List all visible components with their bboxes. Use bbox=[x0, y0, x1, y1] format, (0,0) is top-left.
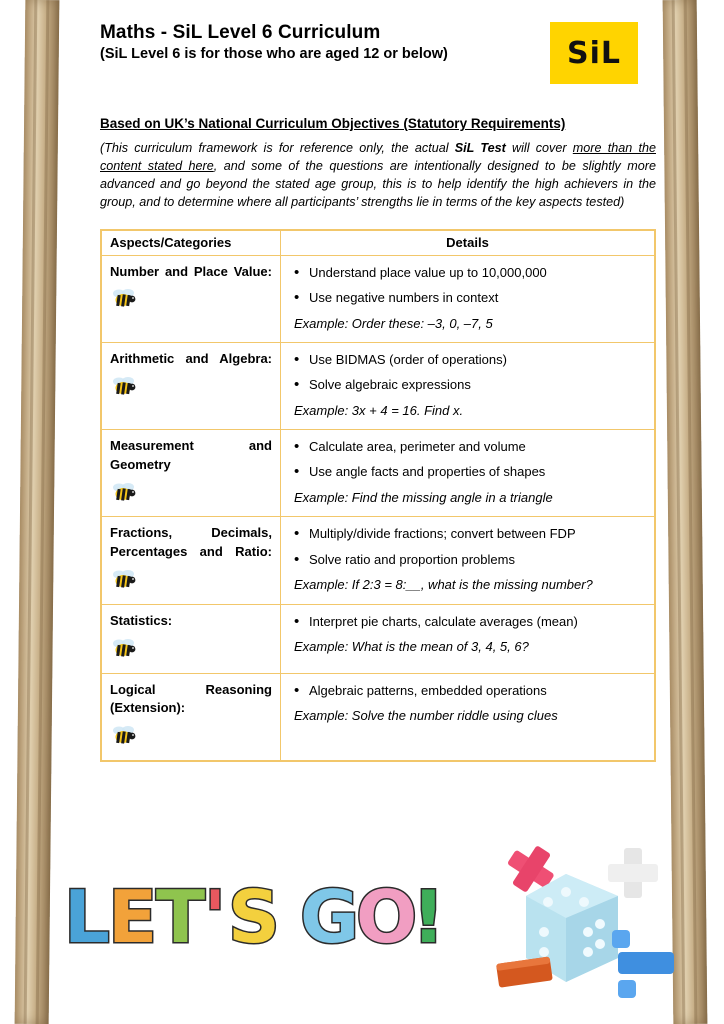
detail-list bbox=[289, 437, 646, 482]
list-item: • Solve ratio and proportion problems bbox=[309, 550, 646, 570]
row-category-cell bbox=[102, 673, 281, 761]
page-subtitle: (SiL Level 6 is for those who are aged 12 or below) bbox=[100, 46, 448, 62]
bee-icon bbox=[110, 725, 272, 751]
list-item: • Algebraic patterns, embedded operations bbox=[309, 681, 646, 701]
svg-text:G: G bbox=[300, 876, 360, 959]
intro-body bbox=[100, 140, 656, 212]
document-header bbox=[90, 22, 638, 94]
category-label: Measurement and Geometry bbox=[110, 437, 272, 472]
row-details-cell bbox=[281, 342, 655, 429]
curriculum-table-wrapper bbox=[100, 229, 656, 763]
row-category-cell bbox=[102, 429, 281, 517]
row-details-cell bbox=[281, 604, 655, 673]
example-text: Example: What is the mean of 3, 4, 5, 6? bbox=[294, 639, 529, 655]
row-category-cell bbox=[102, 255, 281, 342]
detail-list bbox=[289, 350, 646, 395]
row-category-cell bbox=[102, 604, 281, 673]
category-label: Fractions, Decimals, Percentages and Ratio: bbox=[110, 525, 272, 560]
intro-part-1: (This curriculum framework is for reference only, the actual bbox=[100, 141, 455, 155]
svg-text:E: E bbox=[108, 876, 158, 959]
column-header-details: Details bbox=[281, 230, 655, 255]
detail-list bbox=[289, 681, 646, 701]
detail-list bbox=[289, 524, 646, 569]
intro-underlined-phrase: more than the content stated here bbox=[100, 141, 656, 173]
row-details-cell bbox=[281, 429, 655, 517]
bee-icon bbox=[110, 638, 272, 664]
svg-text:!: ! bbox=[412, 876, 445, 959]
list-item: • Solve algebraic expressions bbox=[309, 375, 646, 395]
row-details-cell bbox=[281, 673, 655, 761]
example-text: Example: Order these: –3, 0, –7, 5 bbox=[294, 315, 493, 331]
row-category-cell bbox=[102, 517, 281, 605]
list-item: • Use angle facts and properties of shapes bbox=[309, 462, 646, 482]
example-text: Example: Solve the number riddle using clues bbox=[294, 708, 558, 724]
intro-heading: Based on UK’s National Curriculum Objectives (Statutory Requirements) bbox=[100, 116, 566, 131]
detail-list bbox=[289, 263, 646, 308]
sil-logo bbox=[550, 22, 638, 84]
table-row bbox=[102, 604, 655, 673]
lets-go-text-art bbox=[60, 876, 460, 966]
column-header-aspects: Aspects/Categories bbox=[102, 230, 281, 255]
row-category-cell bbox=[102, 342, 281, 429]
list-item: • Use BIDMAS (order of operations) bbox=[309, 350, 646, 370]
list-item: • Interpret pie charts, calculate averages (mean) bbox=[309, 612, 646, 632]
table-row bbox=[102, 255, 655, 342]
example-text: Example: If 2:3 = 8:__, what is the missing number? bbox=[294, 577, 593, 593]
list-item: • Understand place value up to 10,000,000 bbox=[309, 263, 646, 283]
table-row bbox=[102, 429, 655, 517]
category-label: Logical Reasoning (Extension): bbox=[110, 681, 272, 716]
row-details-cell bbox=[281, 255, 655, 342]
category-label: Arithmetic and Algebra: bbox=[110, 350, 272, 366]
example-text: Example: Find the missing angle in a triangle bbox=[294, 489, 553, 505]
category-label: Statistics: bbox=[110, 612, 173, 628]
bee-icon bbox=[110, 482, 272, 508]
list-item: • Calculate area, perimeter and volume bbox=[309, 437, 646, 457]
list-item: • Use negative numbers in context bbox=[309, 288, 646, 308]
row-details-cell bbox=[281, 517, 655, 605]
intro-part-2: will cover bbox=[505, 141, 573, 155]
table-header-row bbox=[102, 230, 655, 255]
table-row bbox=[102, 342, 655, 429]
intro-bold-sil-test: SiL Test bbox=[454, 141, 506, 155]
svg-text:T: T bbox=[156, 876, 206, 959]
example-text: Example: 3x + 4 = 16. Find x. bbox=[294, 402, 464, 418]
curriculum-table bbox=[101, 230, 655, 762]
dice-illustration bbox=[490, 844, 690, 1004]
bee-icon bbox=[110, 569, 272, 595]
svg-text:': ' bbox=[204, 876, 227, 959]
svg-text:L: L bbox=[64, 876, 110, 959]
bee-icon bbox=[110, 376, 272, 402]
table-row bbox=[102, 673, 655, 761]
svg-text:O: O bbox=[356, 876, 418, 959]
list-item: • Multiply/divide fractions; convert between FDP bbox=[309, 524, 646, 544]
page-title: Maths - SiL Level 6 Curriculum bbox=[100, 22, 381, 43]
intro-part-3: , and some of the questions are intentionally designed to be slightly more advanced and go beyond the stated age group, this is to help identify the high achievers in the group, and to determine where all participants’ strengths lie in terms of the key aspects tested) bbox=[100, 158, 656, 209]
logo-text: SiL bbox=[566, 35, 621, 71]
detail-list bbox=[289, 612, 646, 632]
table-row bbox=[102, 517, 655, 605]
intro-block bbox=[100, 116, 656, 212]
bee-icon bbox=[110, 288, 272, 314]
footer-artwork bbox=[0, 829, 724, 1024]
category-label: Number and Place Value: bbox=[110, 263, 272, 279]
table-body bbox=[102, 255, 655, 761]
svg-text:S: S bbox=[228, 876, 280, 959]
